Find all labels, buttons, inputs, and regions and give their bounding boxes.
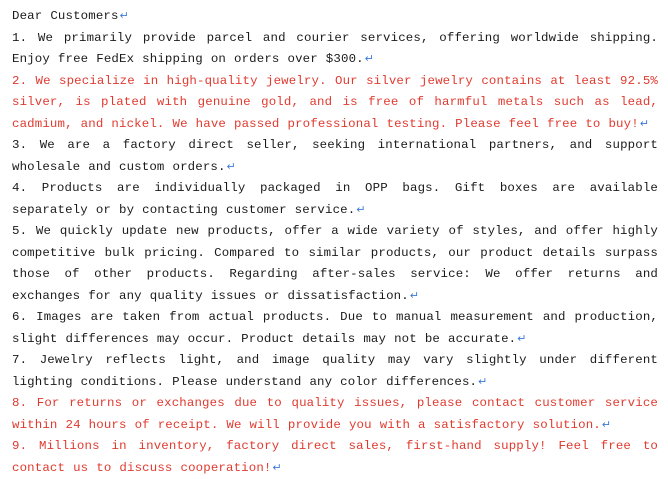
paragraph-mark-icon: ↵ (601, 418, 612, 431)
paragraph-mark-icon: ↵ (119, 10, 129, 22)
paragraph-text: 7. Jewelry reflects light, and image quality may vary slightly under different lighting conditions. Please understand any color differences. (12, 353, 658, 389)
paragraph-item-5 (12, 221, 658, 307)
paragraph-mark-icon: ↵ (478, 375, 488, 388)
paragraph-item-6 (12, 307, 658, 350)
paragraph-mark-icon: ↵ (356, 203, 366, 216)
paragraph-item-3 (12, 135, 658, 178)
paragraph-text: 3. We are a factory direct seller, seeking international partners, and support wholesale and custom orders. (12, 138, 658, 174)
paragraph-greeting (12, 6, 658, 28)
paragraph-mark-icon: ↵ (272, 461, 282, 474)
paragraph-item-4 (12, 178, 658, 221)
paragraph-text: 2. We specialize in high-quality jewelry. Our silver jewelry contains at least 92.5% silver, is plated with genuine gold, and is free of harmful metals such as lead, cadmium, and nickel. We have passed professional testing. Please feel free to buy! (12, 73, 658, 131)
paragraph-text: Dear Customers (12, 9, 119, 23)
paragraph-mark-icon: ↵ (364, 53, 374, 65)
paragraph-mark-icon: ↵ (639, 117, 650, 130)
paragraph-mark-icon: ↵ (226, 160, 236, 173)
paragraph-item-8 (12, 393, 658, 436)
paragraph-item-9 (12, 436, 658, 479)
paragraph-text: 5. We quickly update new products, offer a wide variety of styles, and offer highly competitive bulk pricing. Compared to similar products, our product details surpass those of other products. Regarding after-sales service: We offer returns and exchanges for any quality issues or dissatisfaction. (12, 224, 658, 303)
paragraph-mark-icon: ↵ (517, 332, 527, 345)
paragraph-text: 9. Millions in inventory, factory direct sales, first-hand supply! Feel free to contact us to discuss cooperation! (12, 439, 658, 475)
paragraph-text: 1. We primarily provide parcel and courier services, offering worldwide shipping. Enjoy free FedEx shipping on orders over $300. (12, 30, 658, 66)
paragraph-item-2 (12, 71, 658, 136)
paragraph-text: 6. Images are taken from actual products. Due to manual measurement and production, slight differences may occur. Product details may not be accurate. (12, 310, 658, 346)
paragraph-mark-icon: ↵ (409, 289, 420, 302)
paragraph-text: 4. Products are individually packaged in OPP bags. Gift boxes are available separately or by contacting customer service. (12, 181, 658, 217)
paragraph-item-1 (12, 28, 658, 71)
paragraph-item-7 (12, 350, 658, 393)
paragraph-text: 8. For returns or exchanges due to quality issues, please contact customer service within 24 hours of receipt. We will provide you with a satisfactory solution. (12, 396, 658, 432)
